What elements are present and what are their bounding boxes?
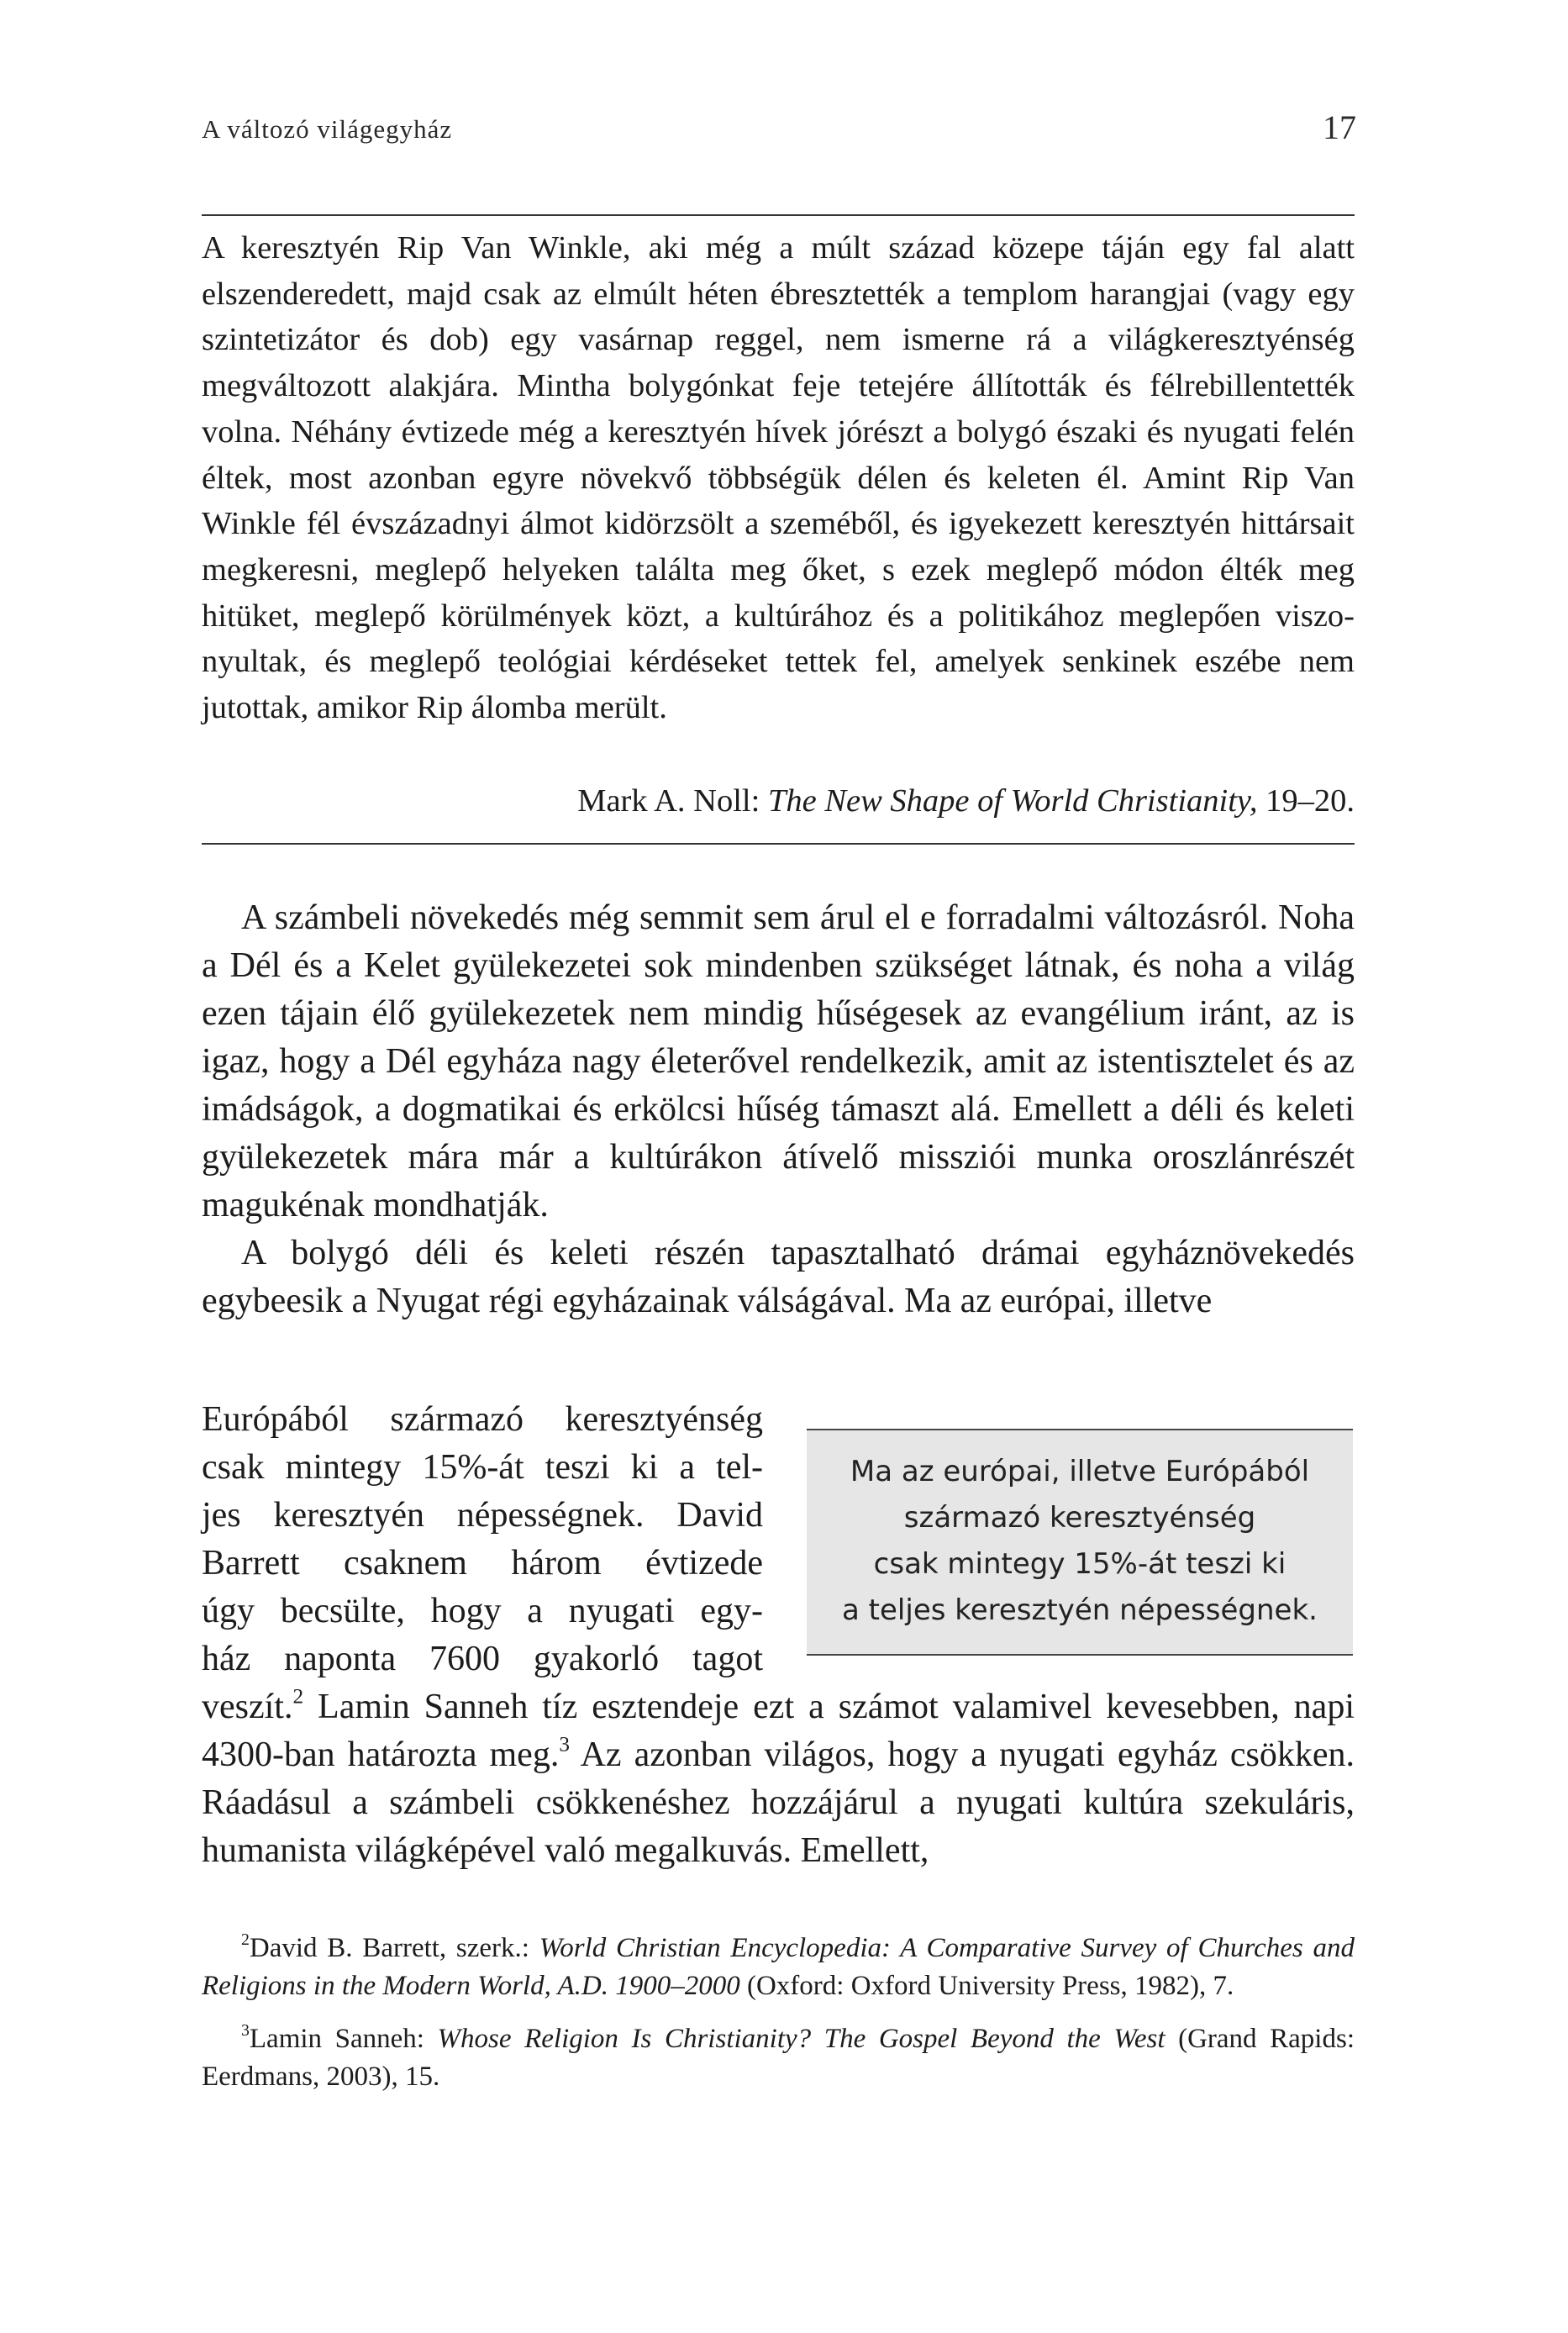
footnote-title: World Christian Encyclopedia: A Comparative Survey of Churches and Religions in the Modern World, A.D. 1900–2000 [202, 1933, 1355, 2001]
continuation-text: Lamin Sanneh tíz esztendeje ezt a számot valamivel kevesebben, napi 4300-ban határozta meg. [202, 1688, 1355, 1774]
wrapped-line: Európából származó keresztyénség [202, 1400, 763, 1439]
continuation-text: veszít. [202, 1688, 293, 1726]
footnote-lead: David B. Barrett, szerk.: [249, 1933, 539, 1963]
footnote-ref-3[interactable]: 3 [559, 1733, 570, 1756]
attribution-title: The New Shape of World Christianity, [767, 783, 1258, 819]
epigraph-top-rule [202, 214, 1355, 216]
footnote-2 [202, 1930, 1355, 2005]
pull-quote-box [807, 1429, 1353, 1656]
pull-quote-line: Ma az európai, illetve Európából [850, 1455, 1310, 1488]
pull-quote-line: a teljes keresztyén népességnek. [842, 1593, 1318, 1627]
body-paragraph-1: A számbeli növekedés még semmit sem árul el e forradalmi változásról. Noha a Dél és a Kelet gyülekezetei sok mindenben szükséget látnak, és noha a világ ezen tájain élő gyülekezetek nem mindig hűségesek az evangélium iránt, az is igaz, hogy a Dél egyháza nagy életerővel rendelkezik, amit az istentisztelet és az imádságok, a dogmatikai és erkölcsi hűség támaszt alá. Emellett a déli és keleti gyülekezetek mára már a kultúrákon átívelő missziói munka oroszlánrészét magukénak mondhatják. [202, 898, 1355, 1224]
wrapped-line: ház naponta 7600 gyakorló tagot [202, 1640, 763, 1678]
footnotes [202, 1930, 1355, 2096]
footnote-ref-2[interactable]: 2 [292, 1685, 304, 1709]
wrapped-line: úgy becsülte, hogy a nyugati egy- [202, 1592, 763, 1630]
attribution-pages: 19–20. [1257, 783, 1355, 819]
main-text [202, 894, 1355, 1325]
body-paragraph-2-continuation [202, 1683, 1355, 1875]
running-head: A változó világegyház [202, 114, 453, 144]
footnote-title: Whose Religion Is Christianity? The Gospel Beyond the West [437, 2024, 1165, 2054]
page-number: 17 [1323, 108, 1356, 146]
footnote-tail: (Oxford: Oxford University Press, 1982), 7. [739, 1971, 1234, 2001]
footnote-tail: (Grand Rapids: Eerdmans, 2003), 15. [202, 2024, 1355, 2092]
wrapped-line: Barrett csaknem három évtizede [202, 1544, 763, 1583]
footnote-3 [202, 2020, 1355, 2096]
pull-quote-line: származó keresztyénség [903, 1501, 1256, 1535]
footnote-number: 2 [241, 1930, 250, 1950]
wrapped-line: jes keresztyén népességnek. David [202, 1496, 763, 1535]
footnote-lead: Lamin Sanneh: [249, 2024, 438, 2054]
epigraph-text: A keresztyén Rip Van Winkle, aki még a múlt század közepe táján egy fal alatt elszenderedett, majd csak az elmúlt héten ébresztették a templom harangjai (vagy egy szintetizátor és dob) egy vasárnap reggel, nem ismerne rá a világkeresztyénség megváltozott alakjára. Mintha bolygónkat feje tetejére állították és félrebillentették volna. Néhány évtizede még a keresztyén hívek jórészt a bolygó északi és nyugati felén éltek, most azonban egyre növekvő többségük délen és keleten él. Amint Rip Van Winkle fél évszázadnyi álmot kidörzsölt a szeméből, és igyekezett keresztyén hittársait megkeresni, meglepő helyeken találta meg őket, s ezek meglepő módon élték meg hitüket, meglepő körülmények közt, a kultúrához és a politikához meglepően viszonyultak, és meglepő teológiai kérdéseket tettek fel, amelyek senkinek eszébe nem jutottak, amikor Rip álomba merült. [202, 230, 1355, 726]
wrapped-line: csak mintegy 15%-át teszi ki a tel- [202, 1448, 763, 1487]
pull-quote-line: csak mintegy 15%-át teszi ki [873, 1547, 1286, 1581]
continuation-text: Az azonban világos, hogy a nyugati egyház csökken. Ráadásul a számbeli csökkenéshez hozzájárul a nyugati kultúra szekuláris, humanista világképével való megalkuvás. Emellett, [202, 1735, 1355, 1870]
attribution-author: Mark A. Noll: [577, 783, 768, 819]
epigraph-attribution [202, 778, 1355, 824]
epigraph-bottom-rule [202, 843, 1355, 845]
body-paragraph-2-intro: A bolygó déli és keleti részén tapasztalható drámai egyháznövekedés egybeesik a Nyugat régi egyházainak válságával. Ma az európai, illetve [202, 1234, 1355, 1320]
wrapped-text-column [202, 1396, 763, 1683]
footnote-number: 3 [241, 2021, 250, 2041]
